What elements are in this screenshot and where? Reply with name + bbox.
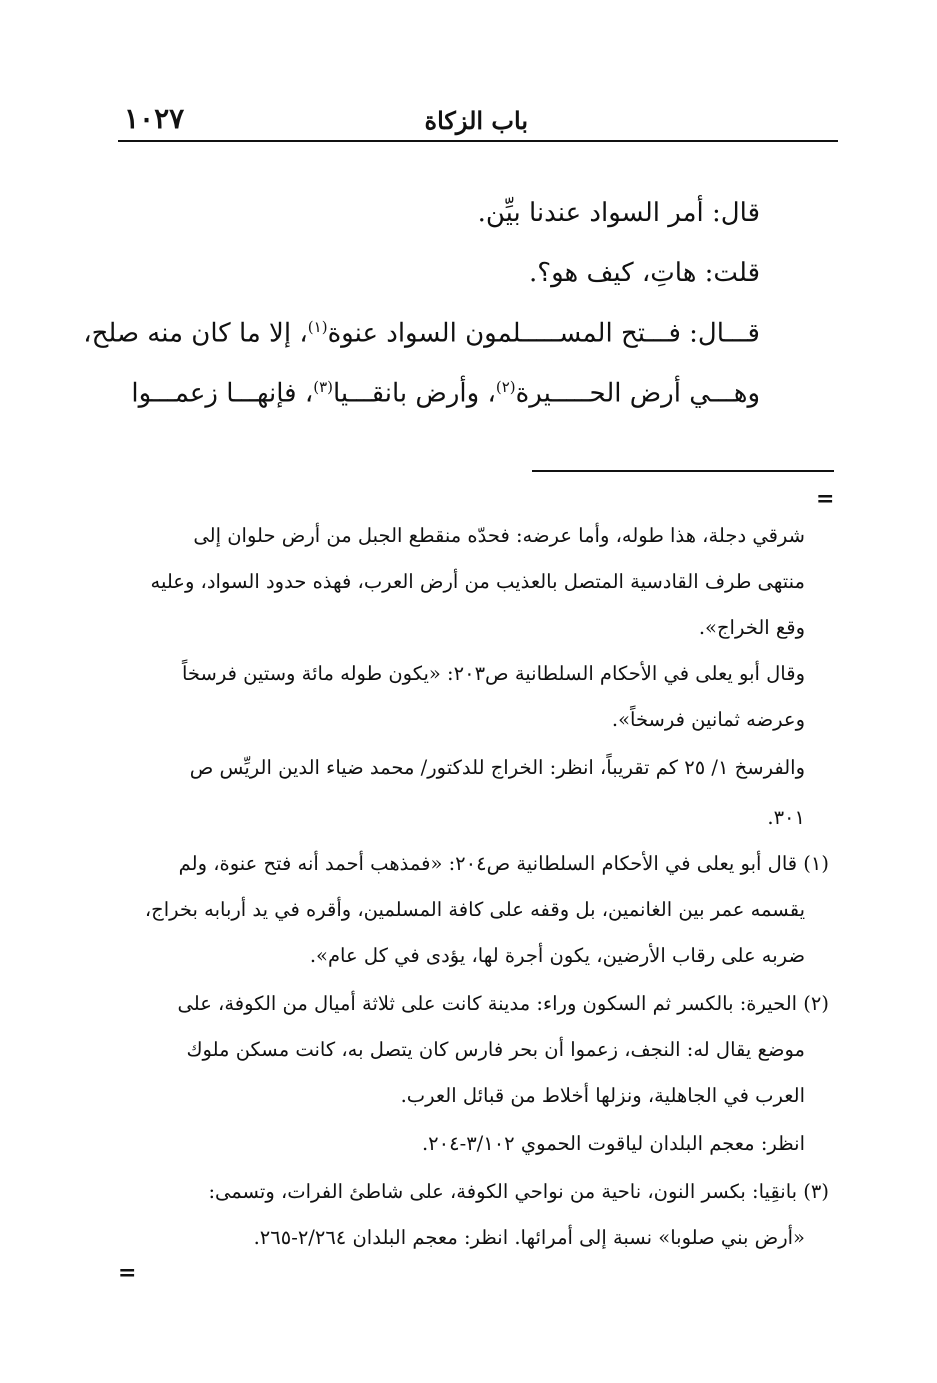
footnote-2-line-3: العرب في الجاهلية، ونزلها أخلاط من قبائل العرب. <box>400 1084 805 1107</box>
main-line-3-part-a: قـــال: فـــتح المســـــلمون السواد عنوة <box>327 318 760 349</box>
footnote-1-line-3: ضربه على رقاب الأرضين، يكون أجرة لها، يؤدى في كل عام». <box>309 944 805 967</box>
main-line-2: قلت: هاتِ، كيف هو؟. <box>529 258 760 288</box>
chapter-title: باب الزكاة <box>424 106 528 135</box>
page-header <box>118 100 838 142</box>
continuation-mark-top: = <box>816 486 835 512</box>
footnote-continuation-line-7: ٣٠١. <box>767 806 805 829</box>
footnote-1-line-1: (١) قال أبو يعلى في الأحكام السلطانية ص٢٠٤: «فمذهب أحمد أنه فتح عنوة، ولم <box>178 852 829 875</box>
footnote-continuation-line-2: منتهى طرف القادسية المتصل بالعذيب من أرض العرب، فهذه حدود السواد، وعليه <box>150 570 805 593</box>
footnote-2-line-4: انظر: معجم البلدان لياقوت الحموي ٣/١٠٢-٢٠٤. <box>421 1132 805 1155</box>
footnote-separator <box>532 470 834 472</box>
footnote-1-line-2: يقسمه عمر بين الغانمين، بل وقفه على كافة المسلمين، وأقره في يد أربابه بخراج، <box>144 898 805 921</box>
page-number: ١٠٢٧ <box>124 102 185 135</box>
continuation-mark-bottom: = <box>118 1260 137 1286</box>
main-line-4-part-a: وهـــي أرض الحـــــيرة <box>515 378 760 409</box>
footnote-continuation-line-4: وقال أبو يعلى في الأحكام السلطانية ص٢٠٣: «يكون طوله مائة وستين فرسخاً <box>181 662 805 685</box>
footnote-ref-2: (٢) <box>495 378 516 396</box>
footnote-3-line-2: «أرض بني صلوبا» نسبة إلى أمرائها. انظر: معجم البلدان ٢/٢٦٤-٢٦٥. <box>253 1226 805 1249</box>
main-line-3 <box>83 318 760 349</box>
main-line-1: قال: أمر السواد عندنا بيِّن. <box>477 198 760 228</box>
footnote-2-line-2: موضع يقال له: النجف، زعموا أن بحر فارس كان يتصل به، كانت مسكن ملوك <box>186 1038 805 1061</box>
footnote-ref-3: (٣) <box>313 378 333 396</box>
footnote-2-line-1: (٢) الحيرة: بالكسر ثم السكون وراء: مدينة كانت على ثلاثة أميال من الكوفة، على <box>177 992 829 1015</box>
footnote-continuation-line-5: وعرضه ثمانين فرسخاً». <box>611 708 805 731</box>
footnote-continuation-line-1: شرقي دجلة، هذا طوله، وأما عرضه: فحدّه منقطع الجبل من أرض حلوان إلى <box>193 524 805 547</box>
footnote-ref-1: (١) <box>307 318 328 336</box>
main-line-4 <box>131 378 760 409</box>
footnote-continuation-line-3: وقع الخراج». <box>698 616 805 639</box>
footnote-continuation-line-6: والفرسخ ١/ ٢٥ كم تقريباً، انظر: الخراج للدكتور/ محمد ضياء الدين الريِّس ص <box>189 756 805 779</box>
footnote-3-line-1: (٣) بانقِيا: بكسر النون، ناحية من نواحي الكوفة، على شاطئ الفرات، وتسمى: <box>208 1180 829 1203</box>
main-line-3-part-b: ، إلا ما كان منه صلح، <box>83 318 308 349</box>
main-line-4-part-c: ، فإنهـــا زعمـــوا <box>131 378 314 409</box>
main-line-4-part-b: ، وأرض بانقـــيا <box>333 378 496 409</box>
